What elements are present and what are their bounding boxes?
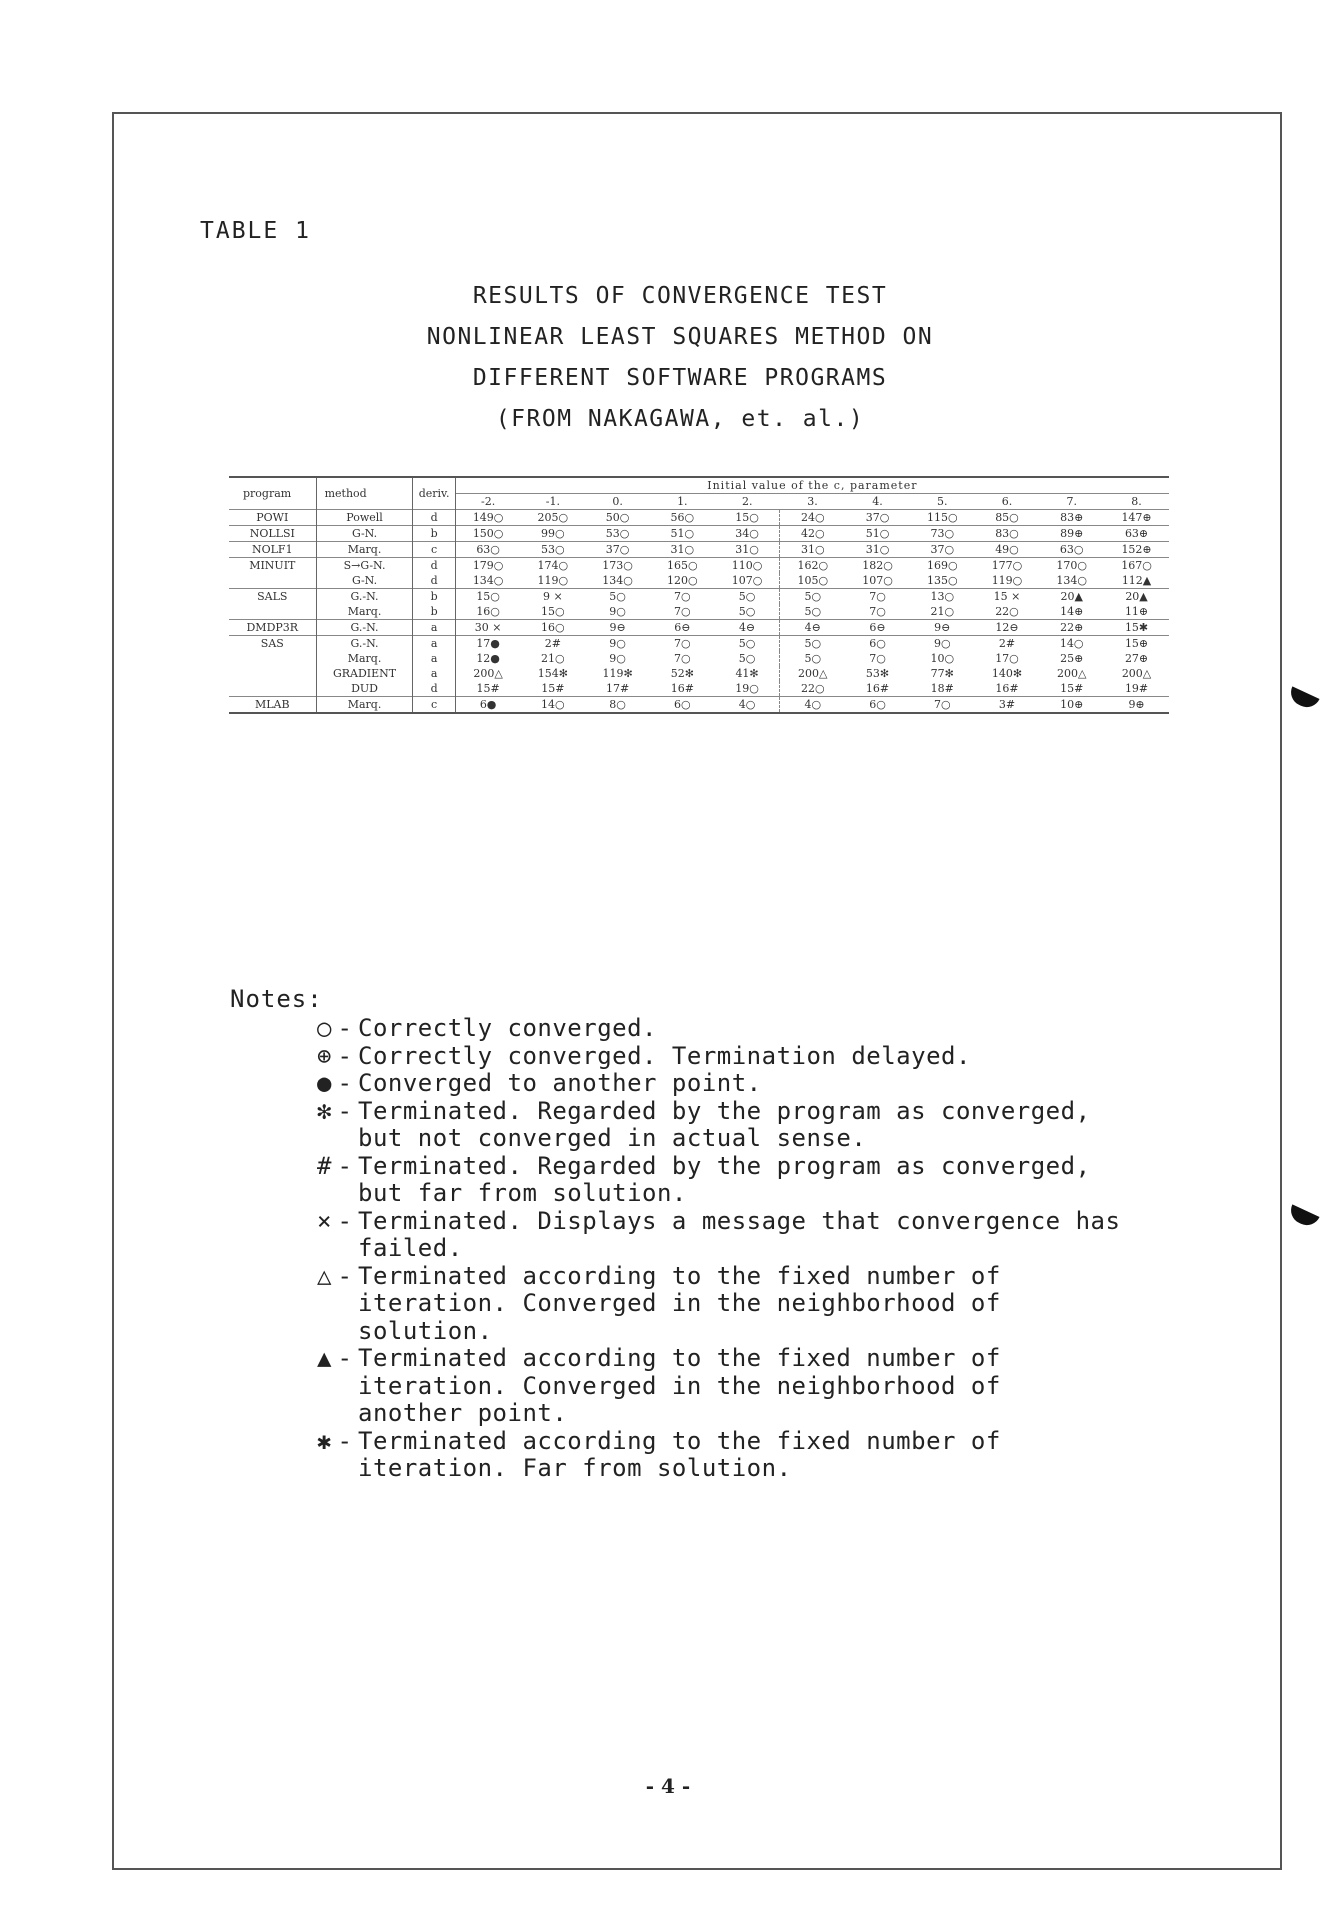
initial-value-header: 3.	[807, 495, 818, 508]
program-cell: SAS	[229, 636, 316, 697]
result-cell: 134○	[1056, 574, 1088, 587]
result-cell: 85○	[975, 510, 1040, 526]
result-cell: 134○	[472, 574, 504, 587]
result-cell: 8○	[585, 697, 650, 714]
result-cell: 11⊕	[1124, 605, 1149, 618]
result-cell: 6⊖	[845, 620, 910, 636]
table-title	[350, 276, 1010, 440]
result-cell: 4○	[715, 697, 780, 714]
result-cell: 14○	[1039, 636, 1104, 652]
title-line-4: (FROM NAKAGAWA, et. al.)	[495, 406, 865, 432]
result-cell: 5○	[585, 589, 650, 605]
result-cell: 24○	[780, 510, 845, 526]
result-cell: 63⊕	[1104, 526, 1169, 542]
results-table	[229, 476, 1169, 714]
method-cell: G-N.	[316, 526, 413, 542]
result-cell: 10○	[930, 652, 955, 665]
result-cell: 20▲	[1039, 589, 1104, 605]
note-text: Terminated according to the fixed number of iteration. Far from solution.	[358, 1426, 1001, 1482]
results-body	[229, 510, 1169, 714]
deriv-cell: a	[413, 651, 455, 666]
method-cell: Marq.	[316, 604, 413, 620]
method-cell: G-N.	[316, 573, 413, 589]
result-cell: 167○	[1104, 558, 1169, 574]
result-cell: 134○	[602, 574, 633, 587]
result-cell: 9⊕	[1104, 697, 1169, 714]
table-row	[229, 636, 1169, 652]
method-cell: Powell	[316, 510, 413, 526]
result-cell: 15#	[541, 682, 565, 695]
program-cell: NOLLSI	[229, 526, 316, 542]
result-cell: 22⊕	[1039, 620, 1104, 636]
note-dash: -	[337, 1151, 353, 1180]
result-cell: 53✻	[865, 667, 890, 680]
result-cell: 2#	[975, 636, 1040, 652]
page-number: - 4 -	[645, 1774, 691, 1798]
result-cell: 3#	[975, 697, 1040, 714]
result-cell: 119○	[991, 574, 1023, 587]
result-cell: 120○	[667, 574, 698, 587]
result-cell: 15○	[455, 589, 520, 605]
result-cell: 7○	[869, 605, 886, 618]
edge-mark-bottom	[1286, 1204, 1319, 1229]
result-cell: 83⊕	[1039, 510, 1104, 526]
note-text: Terminated according to the fixed number of iteration. Converged in the neighborhood of another point.	[358, 1344, 1001, 1427]
result-cell: 107○	[862, 574, 893, 587]
result-cell: 56○	[650, 510, 715, 526]
program-cell: DMDP3R	[229, 620, 316, 636]
note-symbol-icon: ✱	[317, 1426, 332, 1455]
program-cell: NOLF1	[229, 542, 316, 558]
result-cell: 37○	[585, 542, 650, 558]
result-cell: 4⊖	[715, 620, 780, 636]
result-cell: 17●	[455, 636, 520, 652]
deriv-cell: d	[413, 558, 455, 574]
note-item	[300, 1015, 1250, 1043]
note-item	[300, 1428, 1250, 1483]
result-cell: 152⊕	[1104, 542, 1169, 558]
note-symbol-icon: ⊕	[317, 1041, 332, 1070]
result-cell: 30 ×	[455, 620, 520, 636]
note-symbol-icon: ○	[317, 1014, 332, 1042]
result-cell: 37○	[845, 510, 910, 526]
note-text: Terminated. Regarded by the program as converged, but not converged in actual sense.	[358, 1096, 1091, 1152]
program-cell: POWI	[229, 510, 316, 526]
method-cell: G.-N.	[316, 636, 413, 652]
notes-list	[300, 1015, 1250, 1483]
result-cell: 2#	[520, 636, 585, 652]
note-text: Correctly converged. Termination delayed.	[358, 1041, 971, 1070]
table-row	[229, 651, 1169, 666]
table-label: TABLE 1	[200, 218, 311, 244]
result-cell: 177○	[975, 558, 1040, 574]
result-cell: 53○	[520, 542, 585, 558]
result-cell: 51○	[650, 526, 715, 542]
result-cell: 52✻	[670, 667, 694, 680]
title-line-3: DIFFERENT SOFTWARE PROGRAMS	[472, 365, 888, 391]
result-cell: 37○	[910, 542, 975, 558]
result-cell: 9⊖	[585, 620, 650, 636]
method-cell: DUD	[316, 681, 413, 697]
initial-value-header: 8.	[1131, 495, 1142, 508]
note-item	[300, 1070, 1250, 1098]
result-cell: 17#	[605, 682, 630, 695]
result-cell: 162○	[780, 558, 845, 574]
note-symbol-icon: #	[317, 1151, 332, 1180]
initial-value-header: -1.	[545, 495, 560, 508]
result-cell: 200△	[780, 666, 845, 681]
result-cell: 154✻	[537, 667, 568, 680]
result-cell: 4⊖	[780, 620, 845, 636]
result-cell: 9○	[609, 652, 626, 665]
result-cell: 22○	[995, 605, 1019, 618]
note-dash: -	[337, 1069, 353, 1097]
result-cell: 147⊕	[1104, 510, 1169, 526]
result-cell: 7○	[869, 652, 886, 665]
result-cell: 110○	[715, 558, 780, 574]
result-cell: 7○	[845, 589, 910, 605]
deriv-cell: d	[413, 510, 455, 526]
program-cell: SALS	[229, 589, 316, 620]
result-cell: 112▲	[1121, 574, 1152, 587]
note-symbol-icon: ●	[317, 1069, 332, 1097]
result-cell: 165○	[650, 558, 715, 574]
result-cell: 6●	[455, 697, 520, 714]
note-text: Converged to another point.	[358, 1069, 762, 1097]
result-cell: 12●	[476, 652, 500, 665]
method-cell: S→G-N.	[316, 558, 413, 574]
table-row	[229, 573, 1169, 589]
result-cell: 21○	[541, 652, 565, 665]
result-cell: 4○	[780, 697, 845, 714]
result-cell: 135○	[926, 574, 958, 587]
title-line-2: NONLINEAR LEAST SQUARES METHOD ON	[426, 324, 934, 350]
result-cell: 5○	[780, 636, 845, 652]
table-row	[229, 697, 1169, 714]
result-cell: 170○	[1039, 558, 1104, 574]
result-cell: 15⊕	[1104, 636, 1169, 652]
result-cell: 12⊖	[975, 620, 1040, 636]
result-cell: 19#	[1124, 682, 1149, 695]
result-cell: 42○	[780, 526, 845, 542]
result-cell: 6○	[650, 697, 715, 714]
initial-value-header: 4.	[872, 495, 883, 508]
result-cell: 200△	[1056, 667, 1087, 680]
initial-value-header: 0.	[612, 495, 623, 508]
note-text: Correctly converged.	[358, 1014, 657, 1042]
result-cell: 7○	[650, 589, 715, 605]
note-dash: -	[337, 1261, 353, 1290]
result-cell: 16○	[476, 605, 500, 618]
result-cell: 205○	[520, 510, 585, 526]
result-cell: 6⊖	[650, 620, 715, 636]
result-cell: 20▲	[1104, 589, 1169, 605]
notes-label: Notes:	[230, 985, 323, 1013]
result-cell: 31○	[780, 542, 845, 558]
initial-value-header: 5.	[937, 495, 948, 508]
title-line-1: RESULTS OF CONVERGENCE TEST	[472, 283, 888, 309]
note-item	[300, 1043, 1250, 1071]
result-cell: 5○	[780, 589, 845, 605]
result-cell: 15✱	[1104, 620, 1169, 636]
header-deriv: deriv.	[413, 477, 455, 510]
result-cell: 119○	[537, 574, 569, 587]
result-cell: 182○	[845, 558, 910, 574]
note-symbol-icon: △	[317, 1261, 332, 1290]
result-cell: 5○	[738, 652, 756, 665]
result-cell: 7○	[910, 697, 975, 714]
note-dash: -	[337, 1096, 353, 1125]
result-cell: 15#	[1060, 682, 1084, 695]
note-text: Terminated. Displays a message that convergence has failed.	[358, 1206, 1121, 1262]
result-cell: 13○	[910, 589, 975, 605]
result-cell: 6○	[845, 636, 910, 652]
header-initial-value: Initial value of the c, parameter	[455, 477, 1169, 494]
table-row	[229, 681, 1169, 697]
result-cell: 16#	[670, 682, 694, 695]
result-cell: 31○	[845, 542, 910, 558]
result-cell: 51○	[845, 526, 910, 542]
result-cell: 83○	[975, 526, 1040, 542]
result-cell: 5○	[780, 651, 845, 666]
result-cell: 16#	[865, 682, 890, 695]
deriv-cell: a	[413, 620, 455, 636]
result-cell: 174○	[520, 558, 585, 574]
result-cell: 200△	[1121, 667, 1152, 680]
note-item	[300, 1098, 1250, 1153]
table-row	[229, 526, 1169, 542]
result-cell: 5○	[715, 636, 780, 652]
deriv-cell: c	[413, 697, 455, 714]
result-cell: 18#	[930, 682, 954, 695]
result-cell: 6○	[845, 697, 910, 714]
result-cell: 77✻	[930, 667, 954, 680]
note-symbol-icon: ▲	[317, 1344, 332, 1372]
result-cell: 9⊖	[910, 620, 975, 636]
note-text: Terminated. Regarded by the program as converged, but far from solution.	[358, 1151, 1091, 1207]
initial-value-header: -2.	[481, 495, 496, 508]
note-dash: -	[337, 1344, 353, 1372]
result-cell: 173○	[585, 558, 650, 574]
edge-mark-top	[1286, 686, 1319, 711]
result-cell: 50○	[585, 510, 650, 526]
note-dash: -	[337, 1206, 353, 1235]
note-dash: -	[337, 1041, 353, 1070]
method-cell: Marq.	[316, 697, 413, 714]
table-row	[229, 666, 1169, 681]
table-row	[229, 558, 1169, 574]
initial-value-header: 6.	[1001, 495, 1013, 508]
result-cell: 200△	[473, 667, 503, 680]
deriv-cell: b	[413, 604, 455, 620]
header-program: program	[243, 487, 292, 500]
result-cell: 16○	[520, 620, 585, 636]
result-cell: 119✻	[602, 667, 633, 680]
deriv-cell: b	[413, 526, 455, 542]
note-item	[300, 1153, 1250, 1208]
result-cell: 9○	[609, 605, 626, 618]
table-row	[229, 604, 1169, 620]
deriv-cell: a	[413, 636, 455, 652]
result-cell: 115○	[910, 510, 975, 526]
result-cell: 17○	[995, 652, 1019, 665]
deriv-cell: b	[413, 589, 455, 605]
result-cell: 34○	[715, 526, 780, 542]
result-cell: 149○	[455, 510, 520, 526]
result-cell: 140✻	[991, 667, 1023, 680]
initial-value-header: 1.	[677, 495, 688, 508]
note-symbol-icon: ×	[317, 1206, 332, 1235]
program-cell: MLAB	[229, 697, 316, 714]
result-cell: 89⊕	[1039, 526, 1104, 542]
result-cell: 9 ×	[520, 589, 585, 605]
deriv-cell: d	[413, 573, 455, 589]
result-cell: 107○	[731, 574, 763, 587]
result-cell: 7○	[674, 605, 691, 618]
result-cell: 15○	[715, 510, 780, 526]
result-cell: 9○	[910, 636, 975, 652]
result-cell: 15#	[476, 682, 500, 695]
result-cell: 22○	[780, 681, 845, 697]
initial-value-header: 2.	[742, 495, 753, 508]
table-row	[229, 542, 1169, 558]
initial-value-header: 7.	[1066, 495, 1077, 508]
result-cell: 27⊕	[1124, 652, 1149, 665]
result-cell: 31○	[715, 542, 780, 558]
method-cell: Marq.	[316, 542, 413, 558]
header-method: method	[316, 477, 413, 510]
table-row	[229, 510, 1169, 526]
result-cell: 15○	[541, 605, 565, 618]
result-cell: 105○	[780, 573, 845, 589]
method-cell: GRADIENT	[316, 666, 413, 681]
result-cell: 99○	[520, 526, 585, 542]
note-dash: -	[337, 1014, 353, 1042]
result-cell: 31○	[650, 542, 715, 558]
result-cell: 19○	[735, 682, 759, 695]
deriv-cell: a	[413, 666, 455, 681]
result-cell: 21○	[930, 605, 955, 618]
table-row	[229, 589, 1169, 605]
deriv-cell: d	[413, 681, 455, 697]
result-cell: 179○	[455, 558, 520, 574]
result-cell: 53○	[585, 526, 650, 542]
result-cell: 5○	[738, 605, 756, 618]
result-cell: 10⊕	[1039, 697, 1104, 714]
note-symbol-icon: ✻	[317, 1096, 332, 1125]
note-item	[300, 1263, 1250, 1346]
deriv-cell: c	[413, 542, 455, 558]
note-item	[300, 1208, 1250, 1263]
result-cell: 150○	[455, 526, 520, 542]
result-cell: 41✻	[735, 667, 759, 680]
result-cell: 7○	[650, 636, 715, 652]
result-cell: 5○	[715, 589, 780, 605]
result-cell: 5○	[780, 604, 845, 620]
note-dash: -	[337, 1426, 353, 1455]
result-cell: 49○	[975, 542, 1040, 558]
result-cell: 16#	[995, 682, 1019, 695]
note-item	[300, 1345, 1250, 1428]
method-cell: G.-N.	[316, 620, 413, 636]
program-cell: MINUIT	[229, 558, 316, 589]
result-cell: 63○	[1039, 542, 1104, 558]
result-cell: 7○	[674, 652, 691, 665]
note-text: Terminated according to the fixed number of iteration. Converged in the neighborhood of solution.	[358, 1261, 1001, 1345]
result-cell: 73○	[910, 526, 975, 542]
result-cell: 14⊕	[1060, 605, 1084, 618]
result-cell: 169○	[910, 558, 975, 574]
table-row	[229, 620, 1169, 636]
result-cell: 14○	[520, 697, 585, 714]
result-cell: 15 ×	[975, 589, 1040, 605]
result-cell: 63○	[455, 542, 520, 558]
result-cell: 9○	[585, 636, 650, 652]
method-cell: G.-N.	[316, 589, 413, 605]
result-cell: 25⊕	[1060, 652, 1084, 665]
method-cell: Marq.	[316, 651, 413, 666]
